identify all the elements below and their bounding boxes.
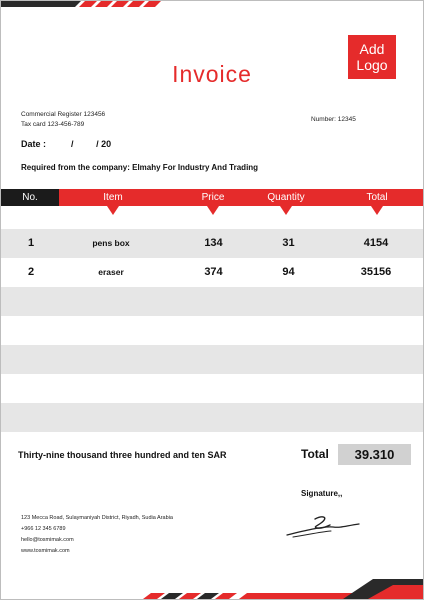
table-row-empty — [1, 345, 423, 374]
table-row-empty — [1, 316, 423, 345]
contact-phone: +966 12 345 6789 — [21, 526, 66, 532]
bottom-decorative-stripes — [143, 573, 423, 599]
table-row — [1, 229, 423, 258]
contact-email[interactable]: hello@tosmimak.com — [21, 537, 74, 543]
handwritten-signature — [283, 513, 363, 543]
column-header-no: No. — [1, 189, 59, 206]
table-row — [1, 258, 423, 287]
commercial-register: Commercial Register 123456 — [21, 111, 106, 118]
logo-line-1: Add — [359, 41, 385, 57]
cell-price: 134 — [204, 237, 223, 249]
column-header-item: Item — [83, 189, 143, 206]
date-separator: / — [71, 139, 74, 149]
total-value: 39.310 — [338, 444, 411, 465]
table-row-empty — [1, 374, 423, 403]
table-row-empty — [1, 403, 423, 432]
contact-address: 123 Mecca Road, Sulaymaniyah District, Riyadh, Sudia Arabia — [21, 515, 173, 521]
cell-no: 2 — [27, 266, 35, 278]
top-decorative-stripes — [1, 1, 171, 9]
cell-item: eraser — [98, 267, 124, 277]
company-line: Required from the company: Elmahy For Industry And Trading — [21, 163, 259, 172]
signature-label: Signature,, — [301, 489, 343, 498]
amount-in-words: Thirty-nine thousand three hundred and ten SAR — [18, 450, 227, 460]
column-header-quantity: Quantity — [256, 189, 316, 206]
tax-card: Tax card 123-456-789 — [21, 121, 85, 128]
cell-no: 1 — [27, 237, 35, 249]
invoice-number: Number: 12345 — [311, 116, 356, 123]
invoice-title: Invoice — [172, 61, 252, 87]
column-header-total: Total — [347, 189, 407, 206]
contact-website[interactable]: www.tosmimak.com — [21, 548, 70, 554]
table-row-empty — [1, 287, 423, 316]
cell-item: pens box — [92, 238, 130, 248]
date-row — [21, 139, 111, 149]
logo-placeholder[interactable] — [348, 35, 396, 79]
cell-quantity: 31 — [282, 237, 295, 249]
table-body — [1, 229, 423, 432]
cell-quantity: 94 — [282, 266, 295, 278]
date-year: / 20 — [96, 139, 112, 149]
cell-total: 35156 — [360, 266, 392, 278]
date-label: Date : — [21, 139, 47, 149]
cell-price: 374 — [204, 266, 223, 278]
column-header-price: Price — [183, 189, 243, 206]
logo-line-2: Logo — [356, 57, 388, 73]
cell-total: 4154 — [363, 237, 389, 249]
total-label: Total — [301, 447, 329, 461]
